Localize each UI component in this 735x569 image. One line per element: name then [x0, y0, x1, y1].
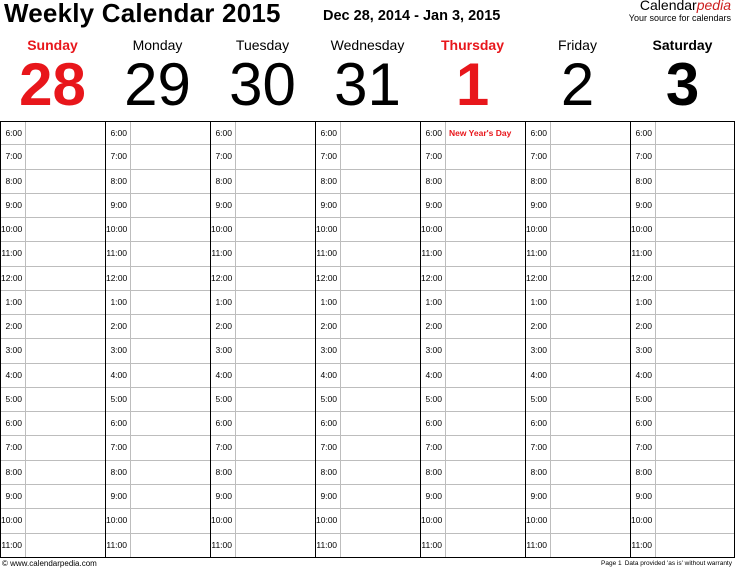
- time-slot[interactable]: [106, 242, 210, 266]
- time-label: 9:00: [421, 194, 446, 217]
- day-column-sunday: [0, 121, 105, 558]
- time-slot[interactable]: [316, 436, 420, 460]
- day-column-saturday: [630, 121, 735, 558]
- time-label: 7:00: [631, 436, 656, 459]
- time-slot[interactable]: [106, 509, 210, 533]
- time-slot[interactable]: [316, 388, 420, 412]
- time-label: 4:00: [211, 364, 236, 387]
- time-label: 11:00: [211, 242, 236, 265]
- time-label: 7:00: [211, 436, 236, 459]
- time-slot[interactable]: [1, 461, 105, 485]
- time-label: 8:00: [526, 170, 551, 193]
- time-slot[interactable]: [316, 509, 420, 533]
- time-label: 8:00: [421, 170, 446, 193]
- time-label: 4:00: [106, 364, 131, 387]
- day-header-monday: [105, 36, 210, 118]
- time-label: 9:00: [211, 485, 236, 508]
- day-name: Friday: [558, 37, 597, 53]
- time-slot[interactable]: [631, 388, 735, 412]
- time-slot[interactable]: [211, 364, 315, 388]
- time-slot[interactable]: [211, 339, 315, 363]
- time-label: 7:00: [211, 145, 236, 168]
- day-header-saturday: [630, 36, 735, 118]
- time-label: 3:00: [1, 339, 26, 362]
- time-label: 6:00: [631, 412, 656, 435]
- time-label: 1:00: [316, 291, 341, 314]
- time-slot[interactable]: [631, 145, 735, 169]
- time-slot[interactable]: [421, 121, 525, 145]
- time-label: 5:00: [526, 388, 551, 411]
- time-label: 10:00: [106, 509, 131, 532]
- time-label: 3:00: [526, 339, 551, 362]
- time-label: 11:00: [1, 242, 26, 265]
- time-label: 6:00: [1, 122, 26, 144]
- time-slot[interactable]: [526, 388, 630, 412]
- time-label: 2:00: [1, 315, 26, 338]
- time-label: 12:00: [106, 267, 131, 290]
- time-label: 10:00: [421, 509, 446, 532]
- time-slot[interactable]: [316, 121, 420, 145]
- time-label: 8:00: [316, 170, 341, 193]
- day-name: Sunday: [27, 37, 78, 53]
- time-slot[interactable]: [1, 364, 105, 388]
- brand-logo[interactable]: [629, 0, 731, 24]
- brand-name-accent: pedia: [696, 0, 731, 13]
- time-label: 7:00: [106, 436, 131, 459]
- time-slot[interactable]: [1, 121, 105, 145]
- time-label: 8:00: [421, 461, 446, 484]
- time-slot[interactable]: [106, 291, 210, 315]
- time-label: 9:00: [316, 485, 341, 508]
- time-label: 10:00: [631, 509, 656, 532]
- time-slot[interactable]: [631, 412, 735, 436]
- time-slot[interactable]: [421, 315, 525, 339]
- time-slot[interactable]: [316, 412, 420, 436]
- time-slot[interactable]: [631, 291, 735, 315]
- time-label: 9:00: [211, 194, 236, 217]
- time-label: 8:00: [1, 170, 26, 193]
- brand-name-plain: Calendar: [639, 0, 697, 13]
- time-label: 10:00: [211, 218, 236, 241]
- time-label: 9:00: [631, 194, 656, 217]
- time-label: 4:00: [1, 364, 26, 387]
- time-label: 1:00: [631, 291, 656, 314]
- time-label: 11:00: [316, 242, 341, 265]
- time-slot[interactable]: [106, 194, 210, 218]
- time-label: 10:00: [421, 218, 446, 241]
- time-slot[interactable]: [316, 170, 420, 194]
- time-label: 12:00: [526, 267, 551, 290]
- time-slot[interactable]: [106, 218, 210, 242]
- time-slot[interactable]: [631, 364, 735, 388]
- time-label: 9:00: [526, 485, 551, 508]
- time-slot[interactable]: [211, 534, 315, 558]
- time-label: 8:00: [211, 170, 236, 193]
- time-slot[interactable]: [421, 534, 525, 558]
- time-label: 10:00: [106, 218, 131, 241]
- day-column-tuesday: [210, 121, 315, 558]
- time-slot[interactable]: [106, 485, 210, 509]
- day-column-monday: [105, 121, 210, 558]
- time-slot[interactable]: [106, 388, 210, 412]
- day-header-sunday: [0, 36, 105, 118]
- time-label: 12:00: [421, 267, 446, 290]
- time-label: 7:00: [631, 145, 656, 168]
- time-label: 8:00: [211, 461, 236, 484]
- time-label: 9:00: [421, 485, 446, 508]
- time-slot[interactable]: [211, 436, 315, 460]
- time-slot[interactable]: [211, 412, 315, 436]
- time-label: 10:00: [1, 509, 26, 532]
- day-column-thursday: [420, 121, 525, 558]
- day-header-thursday: [420, 36, 525, 118]
- time-slot[interactable]: [1, 291, 105, 315]
- time-slot[interactable]: [631, 121, 735, 145]
- time-label: 3:00: [106, 339, 131, 362]
- time-slot[interactable]: [1, 242, 105, 266]
- time-slot[interactable]: [106, 364, 210, 388]
- day-number: 29: [124, 51, 191, 118]
- day-number: 1: [455, 51, 490, 118]
- time-slot[interactable]: [526, 170, 630, 194]
- time-label: 11:00: [211, 534, 236, 557]
- time-label: 8:00: [1, 461, 26, 484]
- time-label: 9:00: [316, 194, 341, 217]
- time-slot[interactable]: [421, 194, 525, 218]
- time-slot[interactable]: [106, 339, 210, 363]
- time-label: 1:00: [106, 291, 131, 314]
- time-label: 2:00: [316, 315, 341, 338]
- time-label: 11:00: [106, 242, 131, 265]
- time-label: 9:00: [1, 485, 26, 508]
- time-slot[interactable]: [631, 267, 735, 291]
- time-label: 5:00: [316, 388, 341, 411]
- time-slot[interactable]: [421, 218, 525, 242]
- day-header-tuesday: [210, 36, 315, 118]
- time-label: 6:00: [421, 122, 446, 144]
- footer-page-number: Page 1: [601, 560, 622, 567]
- time-slot[interactable]: [106, 436, 210, 460]
- time-label: 8:00: [106, 461, 131, 484]
- time-label: 11:00: [421, 534, 446, 557]
- time-label: 1:00: [211, 291, 236, 314]
- time-slot[interactable]: [1, 534, 105, 558]
- time-slot[interactable]: [106, 170, 210, 194]
- day-number: 2: [560, 51, 595, 118]
- time-label: 4:00: [421, 364, 446, 387]
- time-slot[interactable]: [631, 315, 735, 339]
- page-title: Weekly Calendar 2015: [4, 0, 281, 28]
- time-slot[interactable]: [526, 242, 630, 266]
- day-header-wednesday: [315, 36, 420, 118]
- time-slot[interactable]: [526, 436, 630, 460]
- time-label: 10:00: [526, 509, 551, 532]
- time-label: 7:00: [106, 145, 131, 168]
- date-range: Dec 28, 2014 - Jan 3, 2015: [323, 8, 501, 24]
- time-slot[interactable]: [106, 461, 210, 485]
- time-slot[interactable]: [421, 485, 525, 509]
- time-slot[interactable]: [421, 170, 525, 194]
- time-label: 7:00: [421, 436, 446, 459]
- time-label: 10:00: [526, 218, 551, 241]
- day-header-row: [0, 36, 735, 118]
- time-label: 7:00: [316, 436, 341, 459]
- time-slot[interactable]: [1, 485, 105, 509]
- time-label: 7:00: [421, 145, 446, 168]
- time-label: 9:00: [526, 194, 551, 217]
- time-slot[interactable]: [211, 315, 315, 339]
- time-label: 12:00: [211, 267, 236, 290]
- time-label: 6:00: [421, 412, 446, 435]
- time-slot[interactable]: [106, 534, 210, 558]
- time-label: 12:00: [1, 267, 26, 290]
- time-slot[interactable]: [421, 291, 525, 315]
- time-label: 8:00: [631, 170, 656, 193]
- time-label: 8:00: [106, 170, 131, 193]
- time-slot[interactable]: [106, 145, 210, 169]
- day-number: 31: [334, 51, 401, 118]
- time-slot[interactable]: [316, 194, 420, 218]
- time-label: 7:00: [1, 145, 26, 168]
- day-name: Wednesday: [330, 37, 405, 53]
- time-slot[interactable]: [106, 121, 210, 145]
- time-slot[interactable]: [631, 170, 735, 194]
- time-label: 10:00: [1, 218, 26, 241]
- time-label: 6:00: [106, 122, 131, 144]
- time-slot[interactable]: [631, 534, 735, 558]
- time-label: 5:00: [1, 388, 26, 411]
- time-slot[interactable]: [526, 218, 630, 242]
- time-slot[interactable]: [1, 315, 105, 339]
- time-slot[interactable]: [211, 485, 315, 509]
- time-label: 4:00: [316, 364, 341, 387]
- time-slot[interactable]: [1, 388, 105, 412]
- time-slot[interactable]: [1, 339, 105, 363]
- time-slot[interactable]: [1, 218, 105, 242]
- time-label: 6:00: [316, 122, 341, 144]
- time-slot[interactable]: [106, 412, 210, 436]
- time-slot[interactable]: [211, 145, 315, 169]
- time-slot[interactable]: [631, 339, 735, 363]
- time-label: 7:00: [1, 436, 26, 459]
- time-label: 6:00: [211, 412, 236, 435]
- time-label: 11:00: [421, 242, 446, 265]
- time-slot[interactable]: [421, 412, 525, 436]
- time-label: 2:00: [106, 315, 131, 338]
- time-label: 10:00: [316, 218, 341, 241]
- day-number: 28: [19, 51, 86, 118]
- time-label: 7:00: [526, 145, 551, 168]
- time-label: 9:00: [106, 485, 131, 508]
- time-label: 10:00: [316, 509, 341, 532]
- time-slot[interactable]: [316, 315, 420, 339]
- time-slot[interactable]: [316, 145, 420, 169]
- time-label: 2:00: [526, 315, 551, 338]
- time-slot[interactable]: [1, 412, 105, 436]
- day-number: 3: [665, 51, 700, 118]
- time-slot[interactable]: [421, 436, 525, 460]
- time-slot[interactable]: [211, 291, 315, 315]
- time-label: 7:00: [526, 436, 551, 459]
- time-slot[interactable]: [211, 170, 315, 194]
- time-slot[interactable]: [1, 436, 105, 460]
- footer-disclaimer: Data provided 'as is' without warranty: [624, 560, 732, 567]
- time-label: 9:00: [1, 194, 26, 217]
- time-slot[interactable]: [526, 412, 630, 436]
- day-name: Saturday: [652, 37, 713, 53]
- day-column-friday: [525, 121, 630, 558]
- schedule-grid: [0, 121, 735, 558]
- time-slot[interactable]: [316, 485, 420, 509]
- time-label: 11:00: [631, 242, 656, 265]
- time-slot[interactable]: [421, 388, 525, 412]
- time-slot[interactable]: [631, 242, 735, 266]
- time-label: 8:00: [631, 461, 656, 484]
- day-column-wednesday: [315, 121, 420, 558]
- holiday-event: New Year's Day: [449, 128, 512, 138]
- time-label: 2:00: [421, 315, 446, 338]
- time-slot[interactable]: [316, 339, 420, 363]
- time-slot[interactable]: [421, 267, 525, 291]
- time-label: 2:00: [631, 315, 656, 338]
- time-slot[interactable]: [1, 509, 105, 533]
- time-label: 3:00: [631, 339, 656, 362]
- time-slot[interactable]: [421, 242, 525, 266]
- time-slot[interactable]: [316, 461, 420, 485]
- time-slot[interactable]: [526, 291, 630, 315]
- time-label: 11:00: [526, 242, 551, 265]
- time-label: 11:00: [631, 534, 656, 557]
- time-slot[interactable]: [526, 339, 630, 363]
- time-slot[interactable]: [526, 534, 630, 558]
- time-slot[interactable]: [1, 194, 105, 218]
- time-label: 2:00: [211, 315, 236, 338]
- time-slot[interactable]: [631, 194, 735, 218]
- time-label: 11:00: [1, 534, 26, 557]
- time-slot[interactable]: [421, 461, 525, 485]
- time-label: 12:00: [631, 267, 656, 290]
- time-slot[interactable]: [211, 242, 315, 266]
- time-slot[interactable]: [211, 509, 315, 533]
- time-slot[interactable]: [316, 291, 420, 315]
- time-slot[interactable]: [211, 461, 315, 485]
- time-slot[interactable]: [631, 485, 735, 509]
- time-slot[interactable]: [526, 364, 630, 388]
- time-label: 9:00: [631, 485, 656, 508]
- time-slot[interactable]: [421, 509, 525, 533]
- day-name: Tuesday: [235, 37, 290, 53]
- day-number: 30: [229, 51, 296, 118]
- time-slot[interactable]: [211, 218, 315, 242]
- time-label: 1:00: [421, 291, 446, 314]
- day-name: Thursday: [440, 37, 504, 53]
- footer-site[interactable]: © www.calendarpedia.com: [2, 559, 97, 568]
- time-label: 11:00: [106, 534, 131, 557]
- time-label: 8:00: [526, 461, 551, 484]
- footer: [0, 558, 735, 569]
- time-label: 4:00: [631, 364, 656, 387]
- time-slot[interactable]: [316, 364, 420, 388]
- time-slot[interactable]: [526, 145, 630, 169]
- time-slot[interactable]: [526, 509, 630, 533]
- time-label: 3:00: [421, 339, 446, 362]
- time-label: 5:00: [631, 388, 656, 411]
- time-slot[interactable]: [211, 388, 315, 412]
- time-slot[interactable]: [421, 145, 525, 169]
- time-label: 6:00: [1, 412, 26, 435]
- time-slot[interactable]: [106, 315, 210, 339]
- time-slot[interactable]: [526, 485, 630, 509]
- time-slot[interactable]: [316, 267, 420, 291]
- time-slot[interactable]: [631, 461, 735, 485]
- time-slot[interactable]: [526, 315, 630, 339]
- time-label: 10:00: [211, 509, 236, 532]
- time-slot[interactable]: [316, 534, 420, 558]
- time-slot[interactable]: [526, 461, 630, 485]
- time-slot[interactable]: [526, 194, 630, 218]
- time-label: 1:00: [1, 291, 26, 314]
- time-slot[interactable]: [631, 436, 735, 460]
- time-label: 11:00: [526, 534, 551, 557]
- time-slot[interactable]: [106, 267, 210, 291]
- time-label: 3:00: [211, 339, 236, 362]
- time-slot[interactable]: [211, 121, 315, 145]
- time-label: 10:00: [631, 218, 656, 241]
- brand-name: [629, 0, 731, 13]
- time-label: 6:00: [106, 412, 131, 435]
- day-header-friday: [525, 36, 630, 118]
- time-slot[interactable]: [631, 218, 735, 242]
- time-label: 5:00: [106, 388, 131, 411]
- time-label: 3:00: [316, 339, 341, 362]
- time-slot[interactable]: [1, 267, 105, 291]
- time-label: 6:00: [526, 412, 551, 435]
- time-label: 5:00: [211, 388, 236, 411]
- time-label: 7:00: [316, 145, 341, 168]
- time-label: 6:00: [316, 412, 341, 435]
- time-slot[interactable]: [211, 194, 315, 218]
- brand-tagline: Your source for calendars: [628, 13, 731, 23]
- time-label: 6:00: [631, 122, 656, 144]
- time-slot[interactable]: [316, 242, 420, 266]
- time-label: 8:00: [316, 461, 341, 484]
- time-slot[interactable]: [1, 170, 105, 194]
- time-label: 12:00: [316, 267, 341, 290]
- time-slot[interactable]: [211, 267, 315, 291]
- time-slot[interactable]: [526, 267, 630, 291]
- time-slot[interactable]: [526, 121, 630, 145]
- time-slot[interactable]: [1, 145, 105, 169]
- time-slot[interactable]: [631, 509, 735, 533]
- time-label: 6:00: [211, 122, 236, 144]
- time-label: 5:00: [421, 388, 446, 411]
- time-label: 1:00: [526, 291, 551, 314]
- time-slot[interactable]: [316, 218, 420, 242]
- time-label: 11:00: [316, 534, 341, 557]
- time-label: 9:00: [106, 194, 131, 217]
- day-name: Monday: [132, 37, 183, 53]
- time-label: 6:00: [526, 122, 551, 144]
- time-slot[interactable]: [421, 364, 525, 388]
- time-label: 4:00: [526, 364, 551, 387]
- time-slot[interactable]: [421, 339, 525, 363]
